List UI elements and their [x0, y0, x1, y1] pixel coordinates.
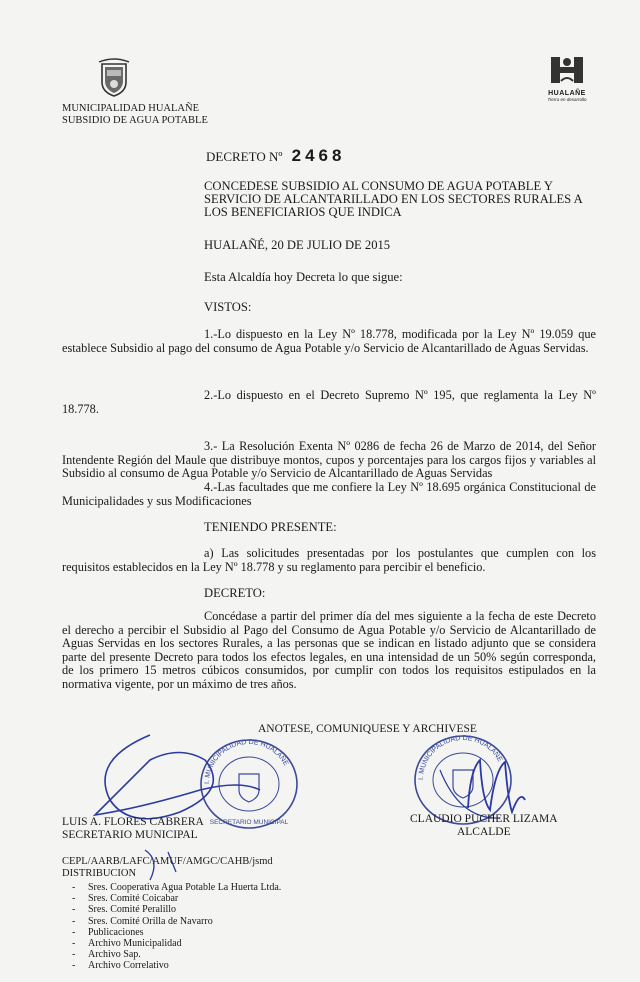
- decree-number: 2468: [291, 146, 346, 165]
- list-item: - Archivo Correlativo: [72, 960, 281, 971]
- place-date: HUALAÑÉ, 20 DE JULIO DE 2015: [204, 238, 391, 252]
- list-item: - Sres. Comité Coicabar: [72, 893, 281, 904]
- closing-formula: ANOTESE, COMUNIQUESE Y ARCHIVESE: [258, 723, 477, 735]
- decree-intro: Esta Alcaldía hoy Decreta lo que sigue:: [204, 270, 403, 284]
- distribution-list: [72, 882, 281, 972]
- logo-tagline: Tierra en desarrollo: [547, 97, 587, 102]
- stamp-text: SECRETARIO MUNICIPAL: [209, 819, 289, 826]
- mayor-role: ALCALDE: [456, 826, 511, 838]
- secretary-name: LUIS A. FLORES CABRERA: [62, 816, 204, 828]
- municipality-name: MUNICIPALIDAD HUALAÑE: [62, 103, 199, 114]
- list-item: - Archivo Sap.: [72, 949, 281, 960]
- secretary-role: SECRETARIO MUNICIPAL: [62, 829, 198, 841]
- list-item: - Publicaciones: [72, 927, 281, 938]
- teniendo-heading: TENIENDO PRESENTE:: [204, 520, 337, 534]
- mayor-name: CLAUDIO PUCHER LIZAMA: [410, 813, 558, 825]
- vistos-item-text: 3.- La Resolución Exenta Nº 0286 de fecha 26 de Marzo de 2014, del Señor Intendente Región del Maule que distribuye montos, cupos y porcentajes para los cargos fijos y variables al Subsidio al consumo de Agua Potable y/o Servicio de Alcantarillado de Aguas Servidas: [62, 439, 596, 481]
- secretary-signature-block: [62, 816, 204, 842]
- decree-title: CONCEDESE SUBSIDIO AL CONSUMO DE AGUA POTABLE Y SERVICIO DE ALCANTARILLADO EN LOS SECTORES RURALES A LOS BENEFICIARIOS QUE INDICA: [204, 179, 583, 219]
- distribution-heading: DISTRIBUCION: [62, 868, 137, 879]
- vistos-heading: VISTOS:: [204, 300, 252, 314]
- stamp-text: I. MUNICIPALIDAD DE HUALAÑE: [203, 738, 290, 785]
- decreto-heading: DECRETO:: [204, 586, 266, 600]
- list-item: - Sres. Cooperativa Agua Potable La Huerta Ltda.: [72, 882, 281, 893]
- decree-number-label: DECRETO Nº: [206, 149, 283, 164]
- list-item: - Archivo Municipalidad: [72, 938, 281, 949]
- vistos-item-text: 2.-Lo dispuesto en el Decreto Supremo Nº 195, que reglamenta la Ley Nº 18.778.: [62, 388, 596, 416]
- mayor-signature-block: [410, 813, 558, 839]
- vistos-item-text: 1.-Lo dispuesto en la Ley Nº 18.778, modificada por la Ley Nº 19.059 que establece Subsidio al pago del consumo de Agua Potable y/o Servicio de Alcantarillado de Aguas Servidas.: [62, 327, 596, 355]
- list-item: - Sres. Comité Peralillo: [72, 904, 281, 915]
- department-name: SUBSIDIO DE AGUA POTABLE: [62, 115, 208, 126]
- stamp-text: I. MUNICIPALIDAD DE HUALAÑE: [417, 734, 504, 781]
- teniendo-text-body: a) Las solicitudes presentadas por los postulantes que cumplen con los requisitos establecidos en la Ley Nº 18.778 y su reglamento para percibir el beneficio.: [62, 546, 596, 574]
- initials-line: CEPL/AARB/LAFC/AMUF/AMGC/CAHB/jsmd: [62, 856, 273, 867]
- vistos-item-text: 4.-Las facultades que me confiere la Ley Nº 18.695 orgánica Constitucional de Municipalidades y sus Modificaciones: [62, 480, 596, 508]
- list-item: - Sres. Comité Orilla de Navarro: [72, 916, 281, 927]
- decreto-text-body: Concédase a partir del primer día del mes siguiente a la fecha de este Decreto el derecho a percibir el Subsidio al Pago del Consumo de Agua Potable y/o Servicio de Alcantarillado de Aguas Servidas en los sectores Rurales, a las personas que se indican en listado adjunto que se considera parte del presente Decreto para todos los efectos legales, en una intensidad de un 50% según corresponda, de los primero 15 metros cúbicos consumidos, por cumplir con todos los requisitos estipulados en la normativa vigente, por un máximo de tres años.: [62, 609, 596, 691]
- logo-wordmark: HUALAÑE: [548, 90, 586, 97]
